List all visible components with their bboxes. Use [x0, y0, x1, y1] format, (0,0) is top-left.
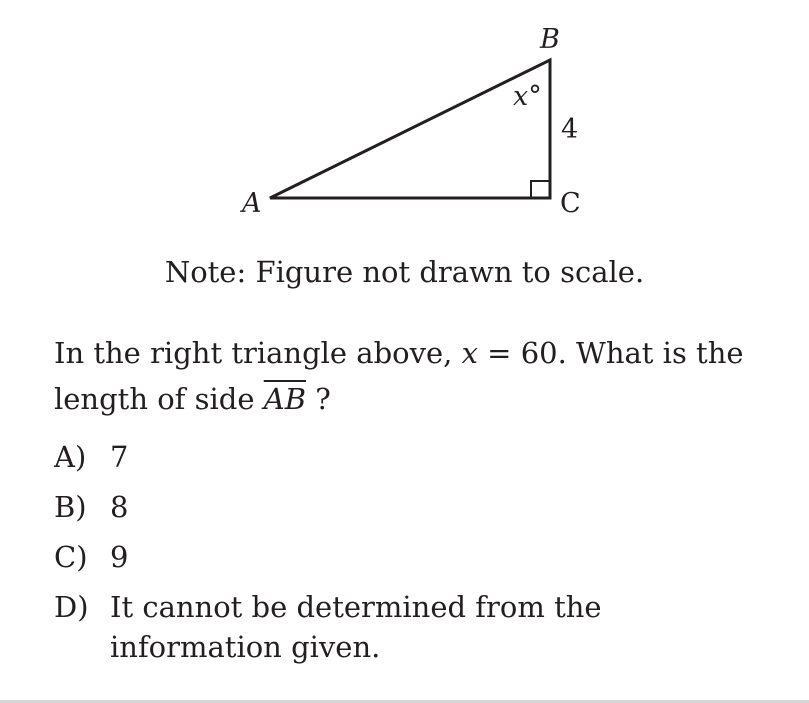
choice-text: 9: [110, 540, 129, 574]
segment-ab: $\overline{AB}$: [263, 382, 307, 416]
vertex-c-label: C: [560, 188, 581, 219]
choice-text: 8: [110, 490, 129, 524]
question-stem: [54, 330, 784, 422]
choice-b[interactable]: [54, 487, 774, 537]
choice-text: 7: [110, 440, 129, 474]
vertex-a-label: A: [242, 188, 262, 219]
right-angle-marker: [531, 181, 550, 198]
angle-x-label: x°: [513, 81, 542, 112]
choice-letter: B): [54, 490, 87, 524]
side-bc-length-label: 4: [561, 114, 579, 145]
choice-d[interactable]: [54, 587, 774, 667]
answer-choices: [54, 437, 774, 667]
question-text-part3: ?: [306, 382, 331, 416]
right-triangle-figure: [0, 0, 809, 240]
question-variable: x: [461, 336, 478, 370]
choice-letter: C): [54, 540, 88, 574]
choice-letter: A): [54, 440, 87, 474]
figure-note: Note: Figure not drawn to scale.: [164, 255, 645, 289]
question-text-part2: = 60. What is the length of side: [54, 336, 744, 416]
vertex-b-label: B: [540, 24, 560, 55]
choice-text: It cannot be determined from the information given.: [110, 590, 602, 664]
choice-a[interactable]: [54, 437, 774, 487]
triangle-abc: [270, 60, 550, 198]
choice-c[interactable]: [54, 537, 774, 587]
question-text-part1: In the right triangle above,: [54, 336, 462, 370]
choice-letter: D): [54, 590, 89, 624]
